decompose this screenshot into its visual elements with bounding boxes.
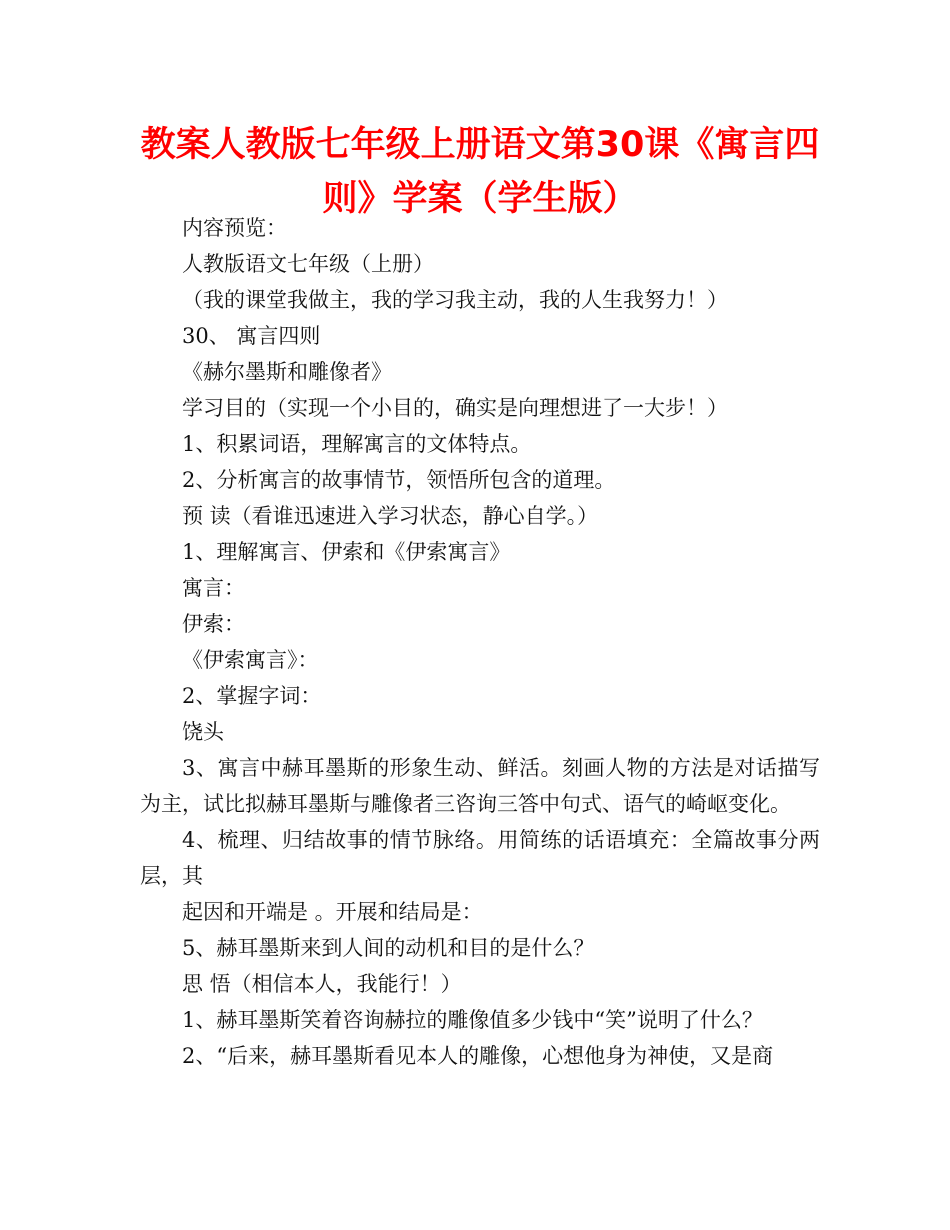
text-line: 《伊索寓言》： [182, 648, 319, 672]
text-line: 人教版语文七年级（上册） [182, 252, 434, 276]
text-line: 1、理解寓言、伊索和《伊索寓言》 [182, 540, 511, 564]
text-line: 饶头 [182, 720, 224, 744]
text-line: 2、分析寓言的故事情节，领悟所包含的道理。 [182, 468, 616, 492]
document-title: 教案人教版七年级上册语文第30课《寓言四则》学案（学生版） [140, 125, 820, 219]
text-line: 预 读（看谁迅速进入学习状态，静心自学。） [182, 504, 599, 528]
text-line: 2、掌握字词： [182, 684, 322, 708]
document-body [140, 210, 820, 1074]
text-line: 思 悟（相信本人，我能行！） [182, 972, 462, 996]
text-line: 30、 寓言四则 [182, 324, 321, 348]
text-line: 5、赫耳墨斯来到人间的动机和目的是什么？ [182, 936, 595, 960]
text-line: 《赫尔墨斯和雕像者》 [182, 360, 392, 384]
text-line: 内容预览： [182, 216, 287, 240]
text-line: 寓言： [182, 576, 245, 600]
text-line: 2、“后来，赫耳墨斯看见本人的雕像，心想他身为神使，又是商 [182, 1044, 774, 1068]
text-line: 起因和开端是 。开展和结局是： [182, 900, 483, 924]
text-line: 1、积累词语，理解寓言的文体特点。 [182, 432, 532, 456]
paragraph: 4、梳理、归结故事的情节脉络。用简练的话语填充：全篇故事分两层，其 [140, 828, 820, 888]
text-line: 学习目的（实现一个小目的，确实是向理想进了一大步！） [182, 396, 728, 420]
text-line: 1、赫耳墨斯笑着咨询赫拉的雕像值多少钱中“笑”说明了什么？ [182, 1008, 763, 1032]
text-line: 伊索： [182, 612, 245, 636]
text-line: （我的课堂我做主，我的学习我主动，我的人生我努力！） [182, 288, 728, 312]
paragraph: 3、寓言中赫耳墨斯的形象生动、鲜活。刻画人物的方法是对话描写为主，试比拟赫耳墨斯与雕像者三咨询三答中句式、语气的崎岖变化。 [140, 756, 820, 816]
